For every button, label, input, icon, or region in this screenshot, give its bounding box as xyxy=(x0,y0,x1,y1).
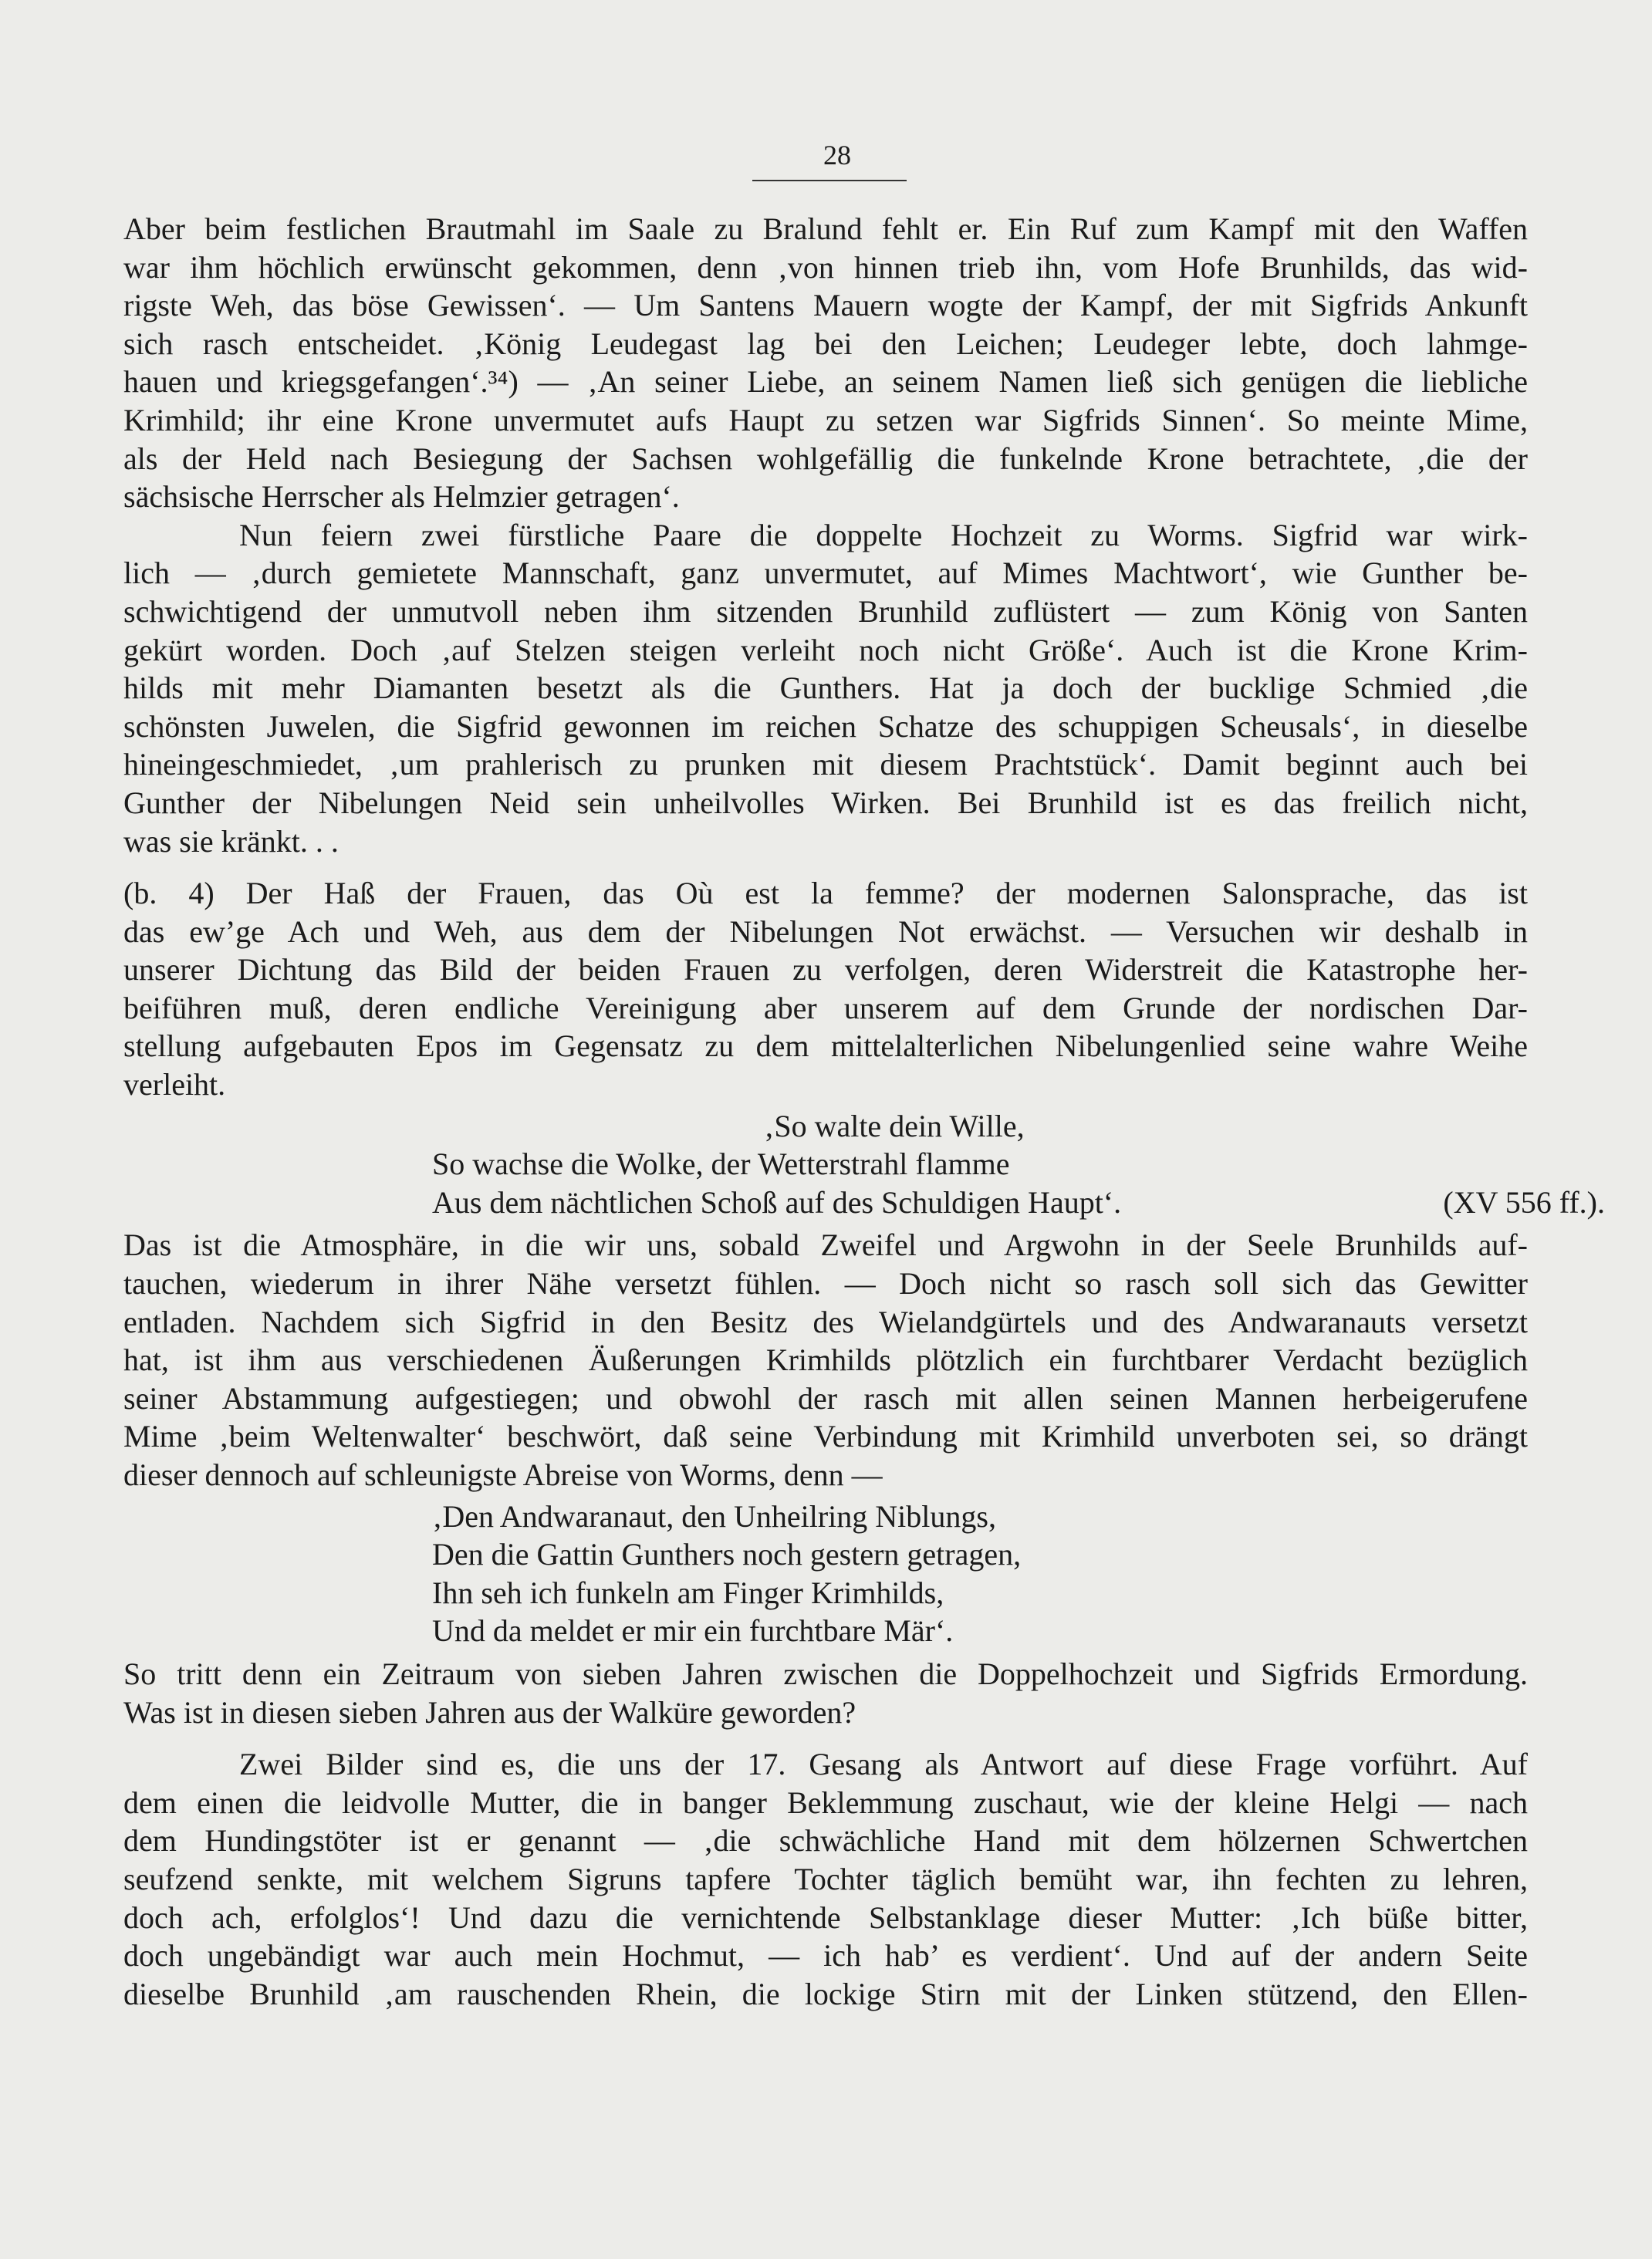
verse-quote-1 xyxy=(432,1107,1605,1222)
body-text xyxy=(123,210,1605,2013)
text-line: sich rasch entscheidet. ‚König Leudegast lag bei den Leichen; Leudeger lebte, doch lahmge- xyxy=(123,326,1528,361)
text-line: dieser dennoch auf schleunigste Abreise von Worms, denn — xyxy=(123,1457,883,1492)
text-line: als der Held nach Besiegung der Sachsen wohlgefällig die funkelnde Krone betrachtete, ‚die der xyxy=(123,441,1528,476)
text-line: hauen und kriegsgefangen‘.³⁴) — ‚An seiner Liebe, an seinem Namen ließ sich genügen die liebliche xyxy=(123,364,1528,400)
verse-line: So wachse die Wolke, der Wetterstrahl flamme xyxy=(432,1146,1010,1182)
text-line: dem Hundingstöter ist er genannt — ‚die schwächliche Hand mit dem hölzernen Schwertchen xyxy=(123,1823,1528,1859)
paragraph-2 xyxy=(123,516,1528,860)
text-line: doch ach, erfolglos‘! Und dazu die vernichtende Selbstanklage dieser Mutter: ‚Ich büße bitter, xyxy=(123,1899,1528,1935)
text-line: seiner Abstammung aufgestiegen; und obwohl der rasch mit allen seinen Mannen herbeigerufene xyxy=(123,1380,1528,1416)
text-line: unserer Dichtung das Bild der beiden Frauen zu verfolgen, deren Widerstreit die Katastrophe her- xyxy=(123,952,1528,988)
verse-reference: (XV 556 ff.). xyxy=(1443,1184,1605,1220)
text-line: sächsische Herrscher als Helmzier getragen‘. xyxy=(123,479,680,515)
text-line: rigste Weh, das böse Gewissen‘. — Um Santens Mauern wogte der Kampf, der mit Sigfrids Ankunft xyxy=(123,288,1528,323)
paragraph-4 xyxy=(123,1226,1528,1494)
paragraph-3 xyxy=(123,874,1528,1104)
text-line: lich — ‚durch gemietete Mannschaft, ganz unvermutet, auf Mimes Machtwort‘, wie Gunther be- xyxy=(123,555,1528,591)
paragraph-6 xyxy=(123,1745,1528,2013)
text-line: schönsten Juwelen, die Sigfrid gewonnen im reichen Schatze des schuppigen Scheusals‘, in dieselbe xyxy=(123,708,1528,744)
text-line: Was ist in diesen sieben Jahren aus der Walküre geworden? xyxy=(123,1694,856,1730)
text-line: Mime ‚beim Weltenwalter‘ beschwört, daß seine Verbindung mit Krimhild unverboten sei, so drängt xyxy=(123,1419,1528,1454)
text-line: So tritt denn ein Zeitraum von sieben Jahren zwischen die Doppelhochzeit und Sigfrids Ermordung. xyxy=(123,1656,1528,1691)
text-line: stellung aufgebauten Epos im Gegensatz zu dem mittelalterlichen Nibelungenlied seine wahre Weihe xyxy=(123,1028,1528,1064)
verse-line: Und da meldet er mir ein furchtbare Mär‘. xyxy=(432,1613,954,1649)
text-line: hilds mit mehr Diamanten besetzt als die Gunthers. Hat ja doch der bucklige Schmied ‚die xyxy=(123,670,1528,706)
text-line: (b. 4) Der Haß der Frauen, das Où est la femme? der modernen Salonsprache, das ist xyxy=(123,876,1528,911)
verse-quote-2 xyxy=(432,1498,1528,1650)
text-line: war ihm höchlich erwünscht gekommen, denn ‚von hinnen trieb ihn, vom Hofe Brunhilds, das wid- xyxy=(123,249,1528,285)
text-line: Zwei Bilder sind es, die uns der 17. Gesang als Antwort auf diese Frage vorführt. Auf xyxy=(239,1747,1528,1782)
page-number-rule xyxy=(752,180,907,181)
text-line: dem einen die leidvolle Mutter, die in banger Beklemmung zuschaut, wie der kleine Helgi — nach xyxy=(123,1785,1528,1820)
text-line: hat, ist ihm aus verschiedenen Äußerungen Krimhilds plötzlich ein furchtbarer Verdacht bezüglich xyxy=(123,1342,1528,1378)
paragraph-5 xyxy=(123,1655,1528,1731)
text-line: Das ist die Atmosphäre, in die wir uns, sobald Zweifel und Argwohn in der Seele Brunhilds auf- xyxy=(123,1227,1528,1263)
text-line: verleiht. xyxy=(123,1067,226,1102)
verse-line: ‚So walte dein Wille, xyxy=(764,1108,1025,1143)
verse-line-with-reference xyxy=(432,1184,1605,1222)
text-line: hineingeschmiedet, ‚um prahlerisch zu prunken mit diesem Prachtstück‘. Damit beginnt auch bei xyxy=(123,747,1528,782)
verse-line: Den die Gattin Gunthers noch gestern getragen, xyxy=(432,1537,1022,1572)
text-line: das ew’ge Ach und Weh, aus dem der Nibelungen Not erwächst. — Versuchen wir deshalb in xyxy=(123,913,1528,949)
verse-line: Ihn seh ich funkeln am Finger Krimhilds, xyxy=(432,1575,944,1610)
text-line: Aber beim festlichen Brautmahl im Saale zu Bralund fehlt er. Ein Ruf zum Kampf mit den Waffen xyxy=(123,211,1528,246)
page-number: 28 xyxy=(823,140,851,171)
paragraph-1 xyxy=(123,210,1528,516)
verse-line: Aus dem nächtlichen Schoß auf des Schuldigen Haupt‘. xyxy=(432,1184,1122,1220)
verse-line: ‚Den Andwaranaut, den Unheilring Niblungs, xyxy=(432,1498,996,1534)
text-line: seufzend senkte, mit welchem Sigruns tapfere Tochter täglich bemüht war, ihn fechten zu lehren, xyxy=(123,1861,1528,1896)
text-line: entladen. Nachdem sich Sigfrid in den Besitz des Wielandgürtels und des Andwaranauts versetzt xyxy=(123,1304,1528,1339)
text-line: tauchen, wiederum in ihrer Nähe versetzt fühlen. — Doch nicht so rasch soll sich das Gewitter xyxy=(123,1266,1528,1302)
text-line: dieselbe Brunhild ‚am rauschenden Rhein, die lockige Stirn mit der Linken stützend, den Ellen- xyxy=(123,1976,1528,2011)
text-line: beiführen muß, deren endliche Vereinigung aber unserem auf dem Grunde der nordischen Dar- xyxy=(123,990,1528,1025)
text-line: schwichtigend der unmutvoll neben ihm sitzenden Brunhild zuflüstert — zum König von Santen xyxy=(123,593,1528,629)
text-line: gekürt worden. Doch ‚auf Stelzen steigen verleiht noch nicht Größe‘. Auch ist die Krone Krim- xyxy=(123,632,1528,667)
text-line: doch ungebändigt war auch mein Hochmut, — ich hab’ es verdient‘. Und auf der andern Seite xyxy=(123,1938,1528,1974)
text-line: Nun feiern zwei fürstliche Paare die doppelte Hochzeit zu Worms. Sigfrid war wirk- xyxy=(239,517,1528,552)
text-line: Gunther der Nibelungen Neid sein unheilvolles Wirken. Bei Brunhild ist es das freilich nicht, xyxy=(123,785,1528,820)
text-line: was sie kränkt. . . xyxy=(123,823,339,859)
text-line: Krimhild; ihr eine Krone unvermutet aufs Haupt zu setzen war Sigfrids Sinnen‘. So meinte Mime, xyxy=(123,402,1528,437)
